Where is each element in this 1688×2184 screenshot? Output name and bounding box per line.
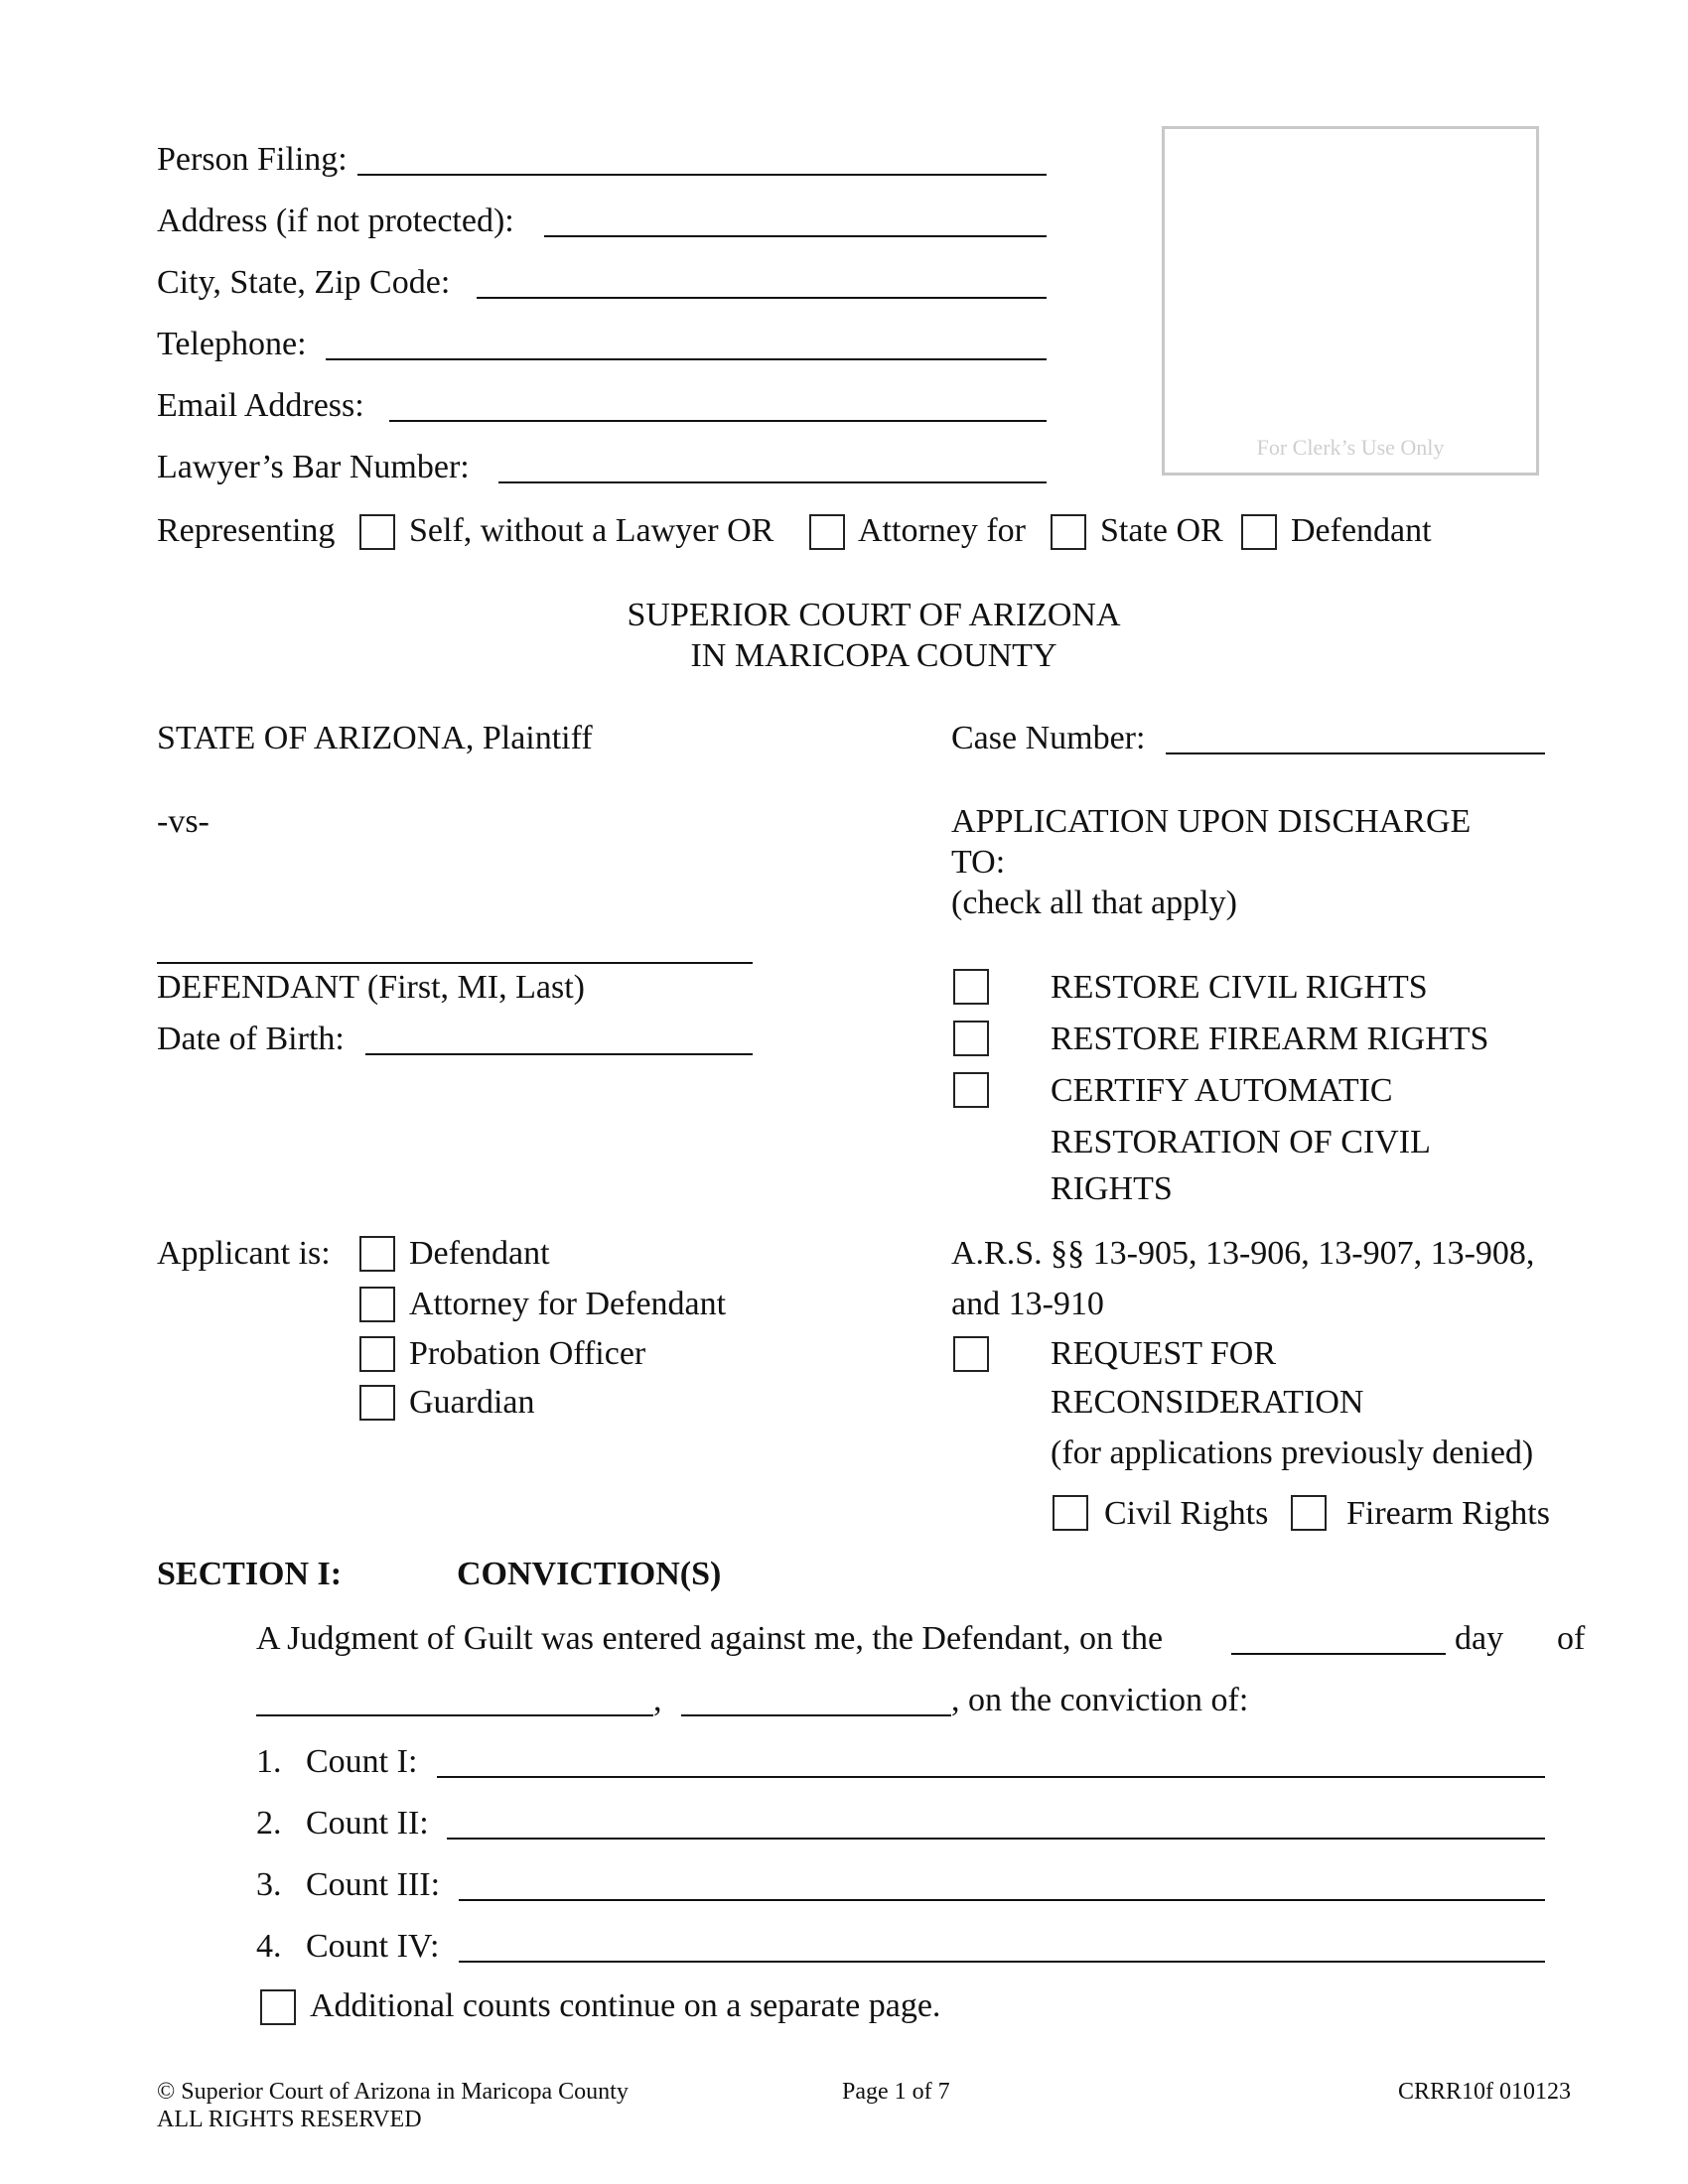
count-3-input[interactable] bbox=[459, 1899, 1545, 1901]
address-input[interactable] bbox=[544, 235, 1047, 237]
applicant-defendant-label: Defendant bbox=[409, 1235, 550, 1272]
judgment-comma: , bbox=[653, 1682, 662, 1718]
applicant-probation-checkbox[interactable] bbox=[359, 1336, 395, 1372]
reconsider-firearm-rights-checkbox[interactable] bbox=[1291, 1495, 1327, 1531]
court-county: IN MARICOPA COUNTY bbox=[690, 637, 1057, 674]
person-filing-label: Person Filing: bbox=[157, 141, 348, 178]
conviction-text: , on the conviction of: bbox=[951, 1682, 1249, 1718]
case-number-label: Case Number: bbox=[951, 720, 1146, 756]
statute-reference: A.R.S. §§ 13-905, 13-906, 13-907, 13-908, bbox=[951, 1235, 1535, 1272]
certify-automatic-label-3: RIGHTS bbox=[1051, 1170, 1173, 1207]
applicant-guardian-checkbox[interactable] bbox=[359, 1385, 395, 1421]
statute-reference-2: and 13-910 bbox=[951, 1286, 1104, 1322]
count-3-label: Count III: bbox=[306, 1866, 441, 1903]
dob-input[interactable] bbox=[365, 1053, 753, 1055]
judgment-year-input[interactable] bbox=[681, 1714, 951, 1716]
reconsider-civil-rights-checkbox[interactable] bbox=[1053, 1495, 1088, 1531]
count-2-label: Count II: bbox=[306, 1805, 429, 1842]
representing-attorney-checkbox[interactable] bbox=[809, 514, 845, 550]
applicant-label: Applicant is: bbox=[157, 1235, 331, 1272]
representing-label: Representing bbox=[157, 512, 336, 549]
representing-self-label: Self, without a Lawyer OR bbox=[409, 512, 774, 549]
dob-label: Date of Birth: bbox=[157, 1021, 345, 1057]
certify-automatic-label: CERTIFY AUTOMATIC bbox=[1051, 1072, 1393, 1109]
representing-attorney-label: Attorney for bbox=[858, 512, 1027, 549]
count-4-number: 4. bbox=[256, 1928, 282, 1965]
reconsideration-label: REQUEST FOR bbox=[1051, 1335, 1277, 1372]
count-1-input[interactable] bbox=[437, 1776, 1545, 1778]
certify-automatic-checkbox[interactable] bbox=[953, 1072, 989, 1108]
judgment-of-label: of bbox=[1557, 1620, 1586, 1657]
section-number: SECTION I: bbox=[157, 1556, 343, 1592]
reconsider-civil-rights-label: Civil Rights bbox=[1104, 1495, 1269, 1532]
applicant-guardian-label: Guardian bbox=[409, 1384, 535, 1421]
judgment-day-input[interactable] bbox=[1231, 1653, 1446, 1655]
telephone-input[interactable] bbox=[326, 358, 1047, 360]
address-label: Address (if not protected): bbox=[157, 203, 514, 239]
restore-firearm-rights-label: RESTORE FIREARM RIGHTS bbox=[1051, 1021, 1489, 1057]
judgment-month-input[interactable] bbox=[256, 1714, 653, 1716]
email-input[interactable] bbox=[389, 420, 1047, 422]
count-1-number: 1. bbox=[256, 1743, 282, 1780]
additional-counts-label: Additional counts continue on a separate page. bbox=[310, 1987, 941, 2024]
defendant-name-input[interactable] bbox=[157, 962, 753, 964]
judgment-text: A Judgment of Guilt was entered against me, the Defendant, on the bbox=[256, 1620, 1164, 1657]
plaintiff-label: STATE OF ARIZONA, Plaintiff bbox=[157, 720, 593, 756]
reconsideration-checkbox[interactable] bbox=[953, 1336, 989, 1372]
bar-number-input[interactable] bbox=[498, 481, 1047, 483]
applicant-defendant-checkbox[interactable] bbox=[359, 1236, 395, 1272]
footer-page-number: Page 1 of 7 bbox=[842, 2079, 950, 2105]
judgment-day-label: day bbox=[1455, 1620, 1504, 1657]
count-2-number: 2. bbox=[256, 1805, 282, 1842]
telephone-label: Telephone: bbox=[157, 326, 307, 362]
reconsideration-label-2: RECONSIDERATION bbox=[1051, 1384, 1364, 1421]
additional-counts-checkbox[interactable] bbox=[260, 1989, 296, 2025]
footer-copyright: © Superior Court of Arizona in Maricopa County bbox=[157, 2079, 629, 2105]
applicant-attorney-checkbox[interactable] bbox=[359, 1287, 395, 1322]
application-title-to: TO: bbox=[951, 844, 1006, 881]
certify-automatic-label-2: RESTORATION OF CIVIL bbox=[1051, 1124, 1431, 1160]
representing-state-checkbox[interactable] bbox=[1051, 514, 1086, 550]
footer-form-code: CRRR10f 010123 bbox=[1398, 2079, 1572, 2105]
person-filing-input[interactable] bbox=[357, 174, 1047, 176]
count-4-label: Count IV: bbox=[306, 1928, 440, 1965]
section-title: CONVICTION(S) bbox=[457, 1556, 722, 1592]
representing-defendant-label: Defendant bbox=[1291, 512, 1432, 549]
count-1-label: Count I: bbox=[306, 1743, 418, 1780]
court-name: SUPERIOR COURT OF ARIZONA bbox=[627, 597, 1121, 633]
restore-civil-rights-checkbox[interactable] bbox=[953, 969, 989, 1005]
count-2-input[interactable] bbox=[447, 1838, 1545, 1840]
reconsideration-note: (for applications previously denied) bbox=[1051, 1434, 1534, 1471]
applicant-attorney-label: Attorney for Defendant bbox=[409, 1286, 727, 1322]
application-title: APPLICATION UPON DISCHARGE bbox=[951, 803, 1472, 840]
vs-label: -vs- bbox=[157, 803, 210, 840]
email-label: Email Address: bbox=[157, 387, 364, 424]
count-4-input[interactable] bbox=[459, 1961, 1545, 1963]
city-state-zip-label: City, State, Zip Code: bbox=[157, 264, 451, 301]
city-state-zip-input[interactable] bbox=[477, 297, 1047, 299]
representing-self-checkbox[interactable] bbox=[359, 514, 395, 550]
representing-state-label: State OR bbox=[1100, 512, 1223, 549]
representing-defendant-checkbox[interactable] bbox=[1241, 514, 1277, 550]
defendant-label: DEFENDANT (First, MI, Last) bbox=[157, 969, 585, 1006]
restore-civil-rights-label: RESTORE CIVIL RIGHTS bbox=[1051, 969, 1428, 1006]
restore-firearm-rights-checkbox[interactable] bbox=[953, 1021, 989, 1056]
footer-rights: ALL RIGHTS RESERVED bbox=[157, 2107, 422, 2132]
bar-number-label: Lawyer’s Bar Number: bbox=[157, 449, 470, 485]
count-3-number: 3. bbox=[256, 1866, 282, 1903]
case-number-input[interactable] bbox=[1166, 752, 1545, 754]
reconsider-firearm-rights-label: Firearm Rights bbox=[1346, 1495, 1550, 1532]
clerk-use-box bbox=[1162, 126, 1539, 476]
applicant-probation-label: Probation Officer bbox=[409, 1335, 646, 1372]
clerk-use-label: For Clerk’s Use Only bbox=[1256, 435, 1445, 460]
check-all-note: (check all that apply) bbox=[951, 885, 1237, 921]
